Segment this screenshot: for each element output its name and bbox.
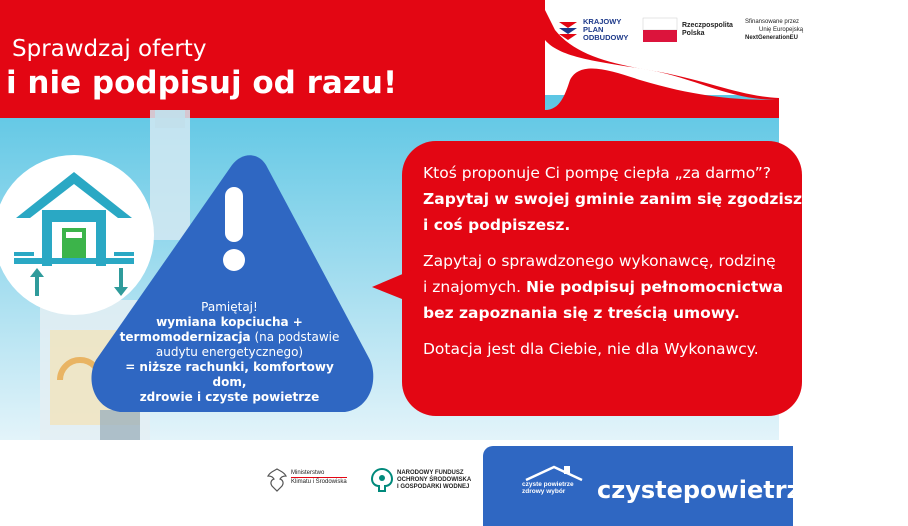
bubble-bold-line: i coś podpiszesz. xyxy=(423,216,571,234)
exclamation-icon xyxy=(214,185,254,275)
bubble-text: Ktoś proponuje Ci pompę ciepła „za darmo”? Zapytaj w swojej gminie zanim się zgodzisz i coś podpiszesz. Zapytaj o sprawdzonego wykonawcę, rodzinę i znajomych. Nie podpisuj pełnomocnictwa bez zapoznania się z treścią umowy. Dotacja jest dla Ciebie, nie dla Wykonawcy. xyxy=(423,164,803,358)
cp-url[interactable]: czystepowietrze.gov.pl xyxy=(597,476,908,504)
bubble-bold-line: Zapytaj w swojej gminie zanim się zgodzisz xyxy=(423,190,803,208)
eu-funding-text: Sfinansowane przez Unię Europejską NextGenerationEU xyxy=(745,19,804,41)
kpo-logo-text: KRAJOWY PLAN ODBUDOWY xyxy=(583,17,629,42)
arrow-up-icon xyxy=(30,268,44,296)
nfos-logo-text: NARODOWY FUNDUSZ OCHRONY ŚRODOWISKA I GOSPODARKI WODNEJ xyxy=(397,470,472,490)
polish-flag-icon xyxy=(643,18,677,42)
header-title: i nie podpisuj od razu! xyxy=(6,65,398,101)
rp-logo-text: Rzeczpospolita Polska xyxy=(682,22,733,37)
arrow-down-icon xyxy=(114,268,128,296)
house-heat-pump-icon xyxy=(14,170,134,280)
kpo-logo-icon xyxy=(557,18,579,40)
speech-bubble-tail xyxy=(372,265,412,305)
warning-message: Pamiętaj! wymiana kopciucha + termomodernizacja (na podstawie audytu energetycznego) = niższe rachunki, komfortowy dom, zdrowie i czyste powietrze xyxy=(119,300,340,404)
nfos-tree-icon xyxy=(370,467,394,493)
house-roof-icon xyxy=(524,464,584,482)
cp-logo-text: czyste powietrze zdrowy wybór xyxy=(522,481,574,495)
header-subtitle: Sprawdzaj oferty xyxy=(12,36,207,62)
ministry-logo-text: Ministerstwo Klimatu i Środowiska xyxy=(291,470,347,485)
eagle-emblem-icon xyxy=(266,467,288,493)
bubble-line: Ktoś proponuje Ci pompę ciepła „za darmo”? xyxy=(423,164,771,182)
